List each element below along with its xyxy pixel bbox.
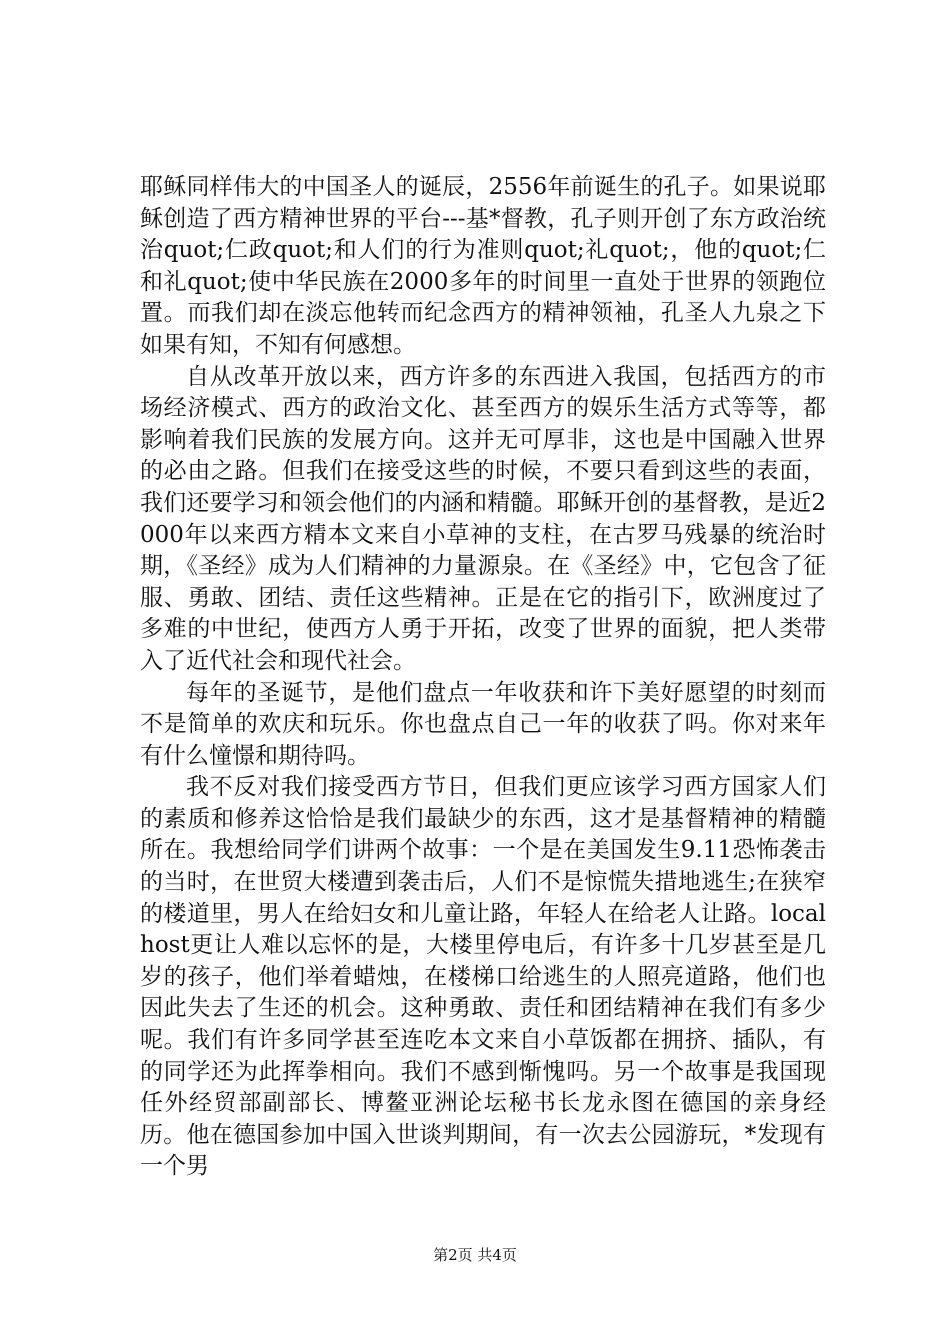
paragraph-4: 我不反对我们接受西方节日，但我们更应该学习西方国家人们的素质和修养这恰恰是我们最缺少的东西，这才是基督精神的精髓所在。我想给同学们讲两个故事：一个是在美国发生9.11恐怖袭击的当时，在世贸大楼遭到袭击后，人们不是惊慌失措地逃生;在狭窄的楼道里，男人在给妇女和儿童让路，年轻人在给老人让路。localhost更让人难以忘怀的是，大楼里停电后，有许多十几岁甚至是几岁的孩子，他们举着蜡烛，在楼梯口给逃生的人照亮道路，他们也因此失去了生还的机会。这种勇敢、责任和团结精神在我们有多少呢。我们有许多同学甚至连吃本文来自小草饭都在拥挤、插队，有的同学还为此挥拳相向。我们不感到惭愧吗。另一个故事是我国现任外经贸部副部长、博鳌亚洲论坛秘书长龙永图在德国的亲身经历。他在德国参加中国入世谈判期间，有一次去公园游玩，*发现有一个男	[140, 774, 826, 1180]
document-body	[140, 172, 826, 1183]
paragraph-1: 耶稣同样伟大的中国圣人的诞辰，2556年前诞生的孔子。如果说耶稣创造了西方精神世界的平台---基*督教，孔子则开创了东方政治统治quot;仁政quot;和人们的行为准则quot;礼quot;，他的quot;仁和礼quot;使中华民族在2000多年的时间里一直处于世界的领跑位置。而我们却在淡忘他转而纪念西方的精神领袖，孔圣人九泉之下如果有知，不知有何感想。	[140, 174, 826, 358]
paragraph-2: 自从改革开放以来，西方许多的东西进入我国，包括西方的市场经济模式、西方的政治文化、甚至西方的娱乐生活方式等等，都影响着我们民族的发展方向。这并无可厚非，这也是中国融入世界的必由之路。但我们在接受这些的时候，不要只看到这些的表面，我们还要学习和领会他们的内涵和精髓。耶稣开创的基督教，是近2000年以来西方精本文来自小草神的支柱，在古罗马残暴的统治时期，《圣经》成为人们精神的力量源泉。在《圣经》中，它包含了征服、勇敢、团结、责任这些精神。正是在它的指引下，欧洲度过了多难的中世纪，使西方人勇于开拓，改变了世界的面貌，把人类带入了近代社会和现代社会。	[140, 363, 826, 674]
page-number-footer: 第2页 共4页	[433, 1246, 517, 1264]
paragraph-3: 每年的圣诞节，是他们盘点一年收获和许下美好愿望的时刻而不是简单的欢庆和玩乐。你也盘点自己一年的收获了吗。你对来年有什么憧憬和期待吗。	[140, 679, 826, 769]
